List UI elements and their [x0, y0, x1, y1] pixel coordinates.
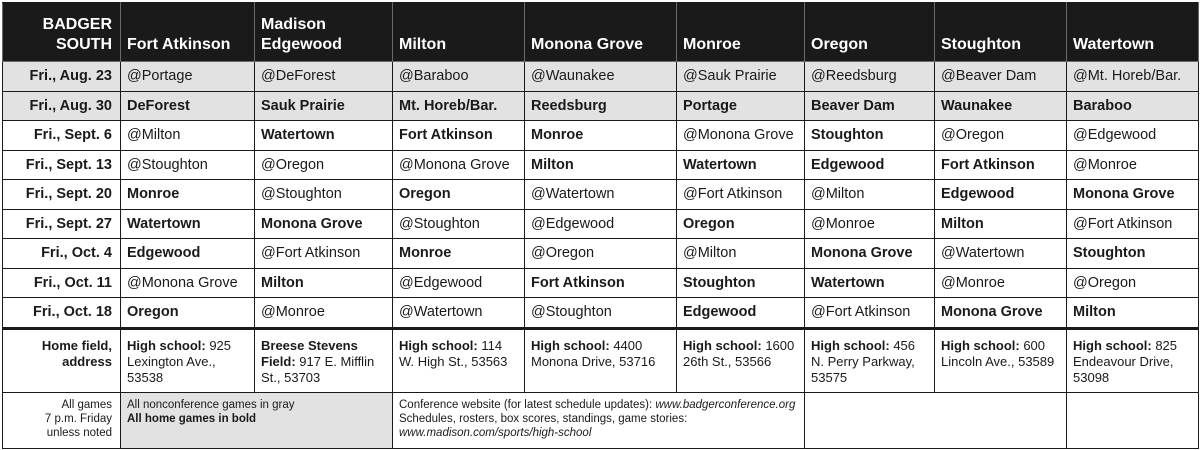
game-date: Fri., Sept. 27 — [3, 209, 121, 239]
away-game-cell: @Edgewood — [393, 268, 525, 298]
home-game-cell: Monona Grove — [1067, 180, 1199, 210]
home-game-cell: Watertown — [121, 209, 255, 239]
home-game-cell: Monona Grove — [805, 239, 935, 269]
home-game-cell: Stoughton — [1067, 239, 1199, 269]
away-game-cell: @Monona Grove — [393, 150, 525, 180]
home-game-cell: Beaver Dam — [805, 91, 935, 121]
home-game-cell: Fort Atkinson — [935, 150, 1067, 180]
home-game-cell: Watertown — [677, 150, 805, 180]
team-heading-milton: Milton — [393, 3, 525, 62]
home-game-cell: Milton — [255, 268, 393, 298]
home-game-cell: Milton — [935, 209, 1067, 239]
away-game-cell: @Monroe — [805, 209, 935, 239]
away-game-cell: @Mt. Horeb/Bar. — [1067, 62, 1199, 92]
schedule-body — [3, 62, 1199, 449]
away-game-cell: @Monroe — [255, 298, 393, 329]
schedule-row — [3, 239, 1199, 269]
away-game-cell: @Fort Atkinson — [677, 180, 805, 210]
stories-website-link[interactable]: www.madison.com/sports/high-school — [399, 426, 592, 439]
away-game-cell: @Monona Grove — [121, 268, 255, 298]
legend-bold-note: All home games in bold — [127, 412, 257, 425]
home-game-cell: Stoughton — [677, 268, 805, 298]
home-game-cell: DeForest — [121, 91, 255, 121]
home-game-cell: Stoughton — [805, 121, 935, 151]
schedule-row — [3, 268, 1199, 298]
game-date: Fri., Aug. 23 — [3, 62, 121, 92]
home-game-cell: Monona Grove — [935, 298, 1067, 329]
home-game-cell: Watertown — [255, 121, 393, 151]
conference-website-link[interactable]: www.badgerconference.org — [655, 398, 796, 411]
home-game-cell: Monroe — [525, 121, 677, 151]
home-game-cell: Edgewood — [805, 150, 935, 180]
team-heading-stoughton: Stoughton — [935, 3, 1067, 62]
away-game-cell: @Monona Grove — [677, 121, 805, 151]
away-game-cell: @Fort Atkinson — [255, 239, 393, 269]
home-game-cell: Fort Atkinson — [525, 268, 677, 298]
away-game-cell: @Reedsburg — [805, 62, 935, 92]
away-game-cell: @DeForest — [255, 62, 393, 92]
team-heading-monona-grove: Monona Grove — [525, 3, 677, 62]
game-date: Fri., Sept. 6 — [3, 121, 121, 151]
home-game-cell: Milton — [1067, 298, 1199, 329]
home-field-cell: High school: 925 Lexington Ave., 53538 — [121, 328, 255, 392]
empty-footer-cell — [805, 392, 1067, 448]
away-game-cell: @Beaver Dam — [935, 62, 1067, 92]
legend — [121, 392, 393, 448]
team-heading-madison-edgewood: Madison Edgewood — [255, 3, 393, 62]
schedule-row — [3, 180, 1199, 210]
away-game-cell: @Stoughton — [393, 209, 525, 239]
schedule-row — [3, 121, 1199, 151]
away-game-cell: @Monroe — [935, 268, 1067, 298]
home-game-cell: Watertown — [805, 268, 935, 298]
game-date: Fri., Sept. 20 — [3, 180, 121, 210]
home-field-cell: High school: 114 W. High St., 53563 — [393, 328, 525, 392]
away-game-cell: @Watertown — [393, 298, 525, 329]
home-field-cell: Breese Stevens Field: 917 E. Mifflin St., 53703 — [255, 328, 393, 392]
game-time-note: All games 7 p.m. Friday unless noted — [3, 392, 121, 448]
away-game-cell: @Edgewood — [525, 209, 677, 239]
away-game-cell: @Oregon — [255, 150, 393, 180]
home-field-cell: High school: 600 Lincoln Ave., 53589 — [935, 328, 1067, 392]
home-game-cell: Monroe — [121, 180, 255, 210]
away-game-cell: @Stoughton — [121, 150, 255, 180]
empty-footer-cell — [1067, 392, 1199, 448]
home-game-cell: Edgewood — [121, 239, 255, 269]
home-game-cell: Waunakee — [935, 91, 1067, 121]
away-game-cell: @Oregon — [525, 239, 677, 269]
header-row — [3, 3, 1199, 62]
home-game-cell: Fort Atkinson — [393, 121, 525, 151]
game-date: Fri., Oct. 11 — [3, 268, 121, 298]
home-game-cell: Edgewood — [677, 298, 805, 329]
away-game-cell: @Baraboo — [393, 62, 525, 92]
home-field-cell: High school: 825 Endeavour Drive, 53098 — [1067, 328, 1199, 392]
away-game-cell: @Waunakee — [525, 62, 677, 92]
away-game-cell: @Fort Atkinson — [805, 298, 935, 329]
links-note: Conference website (for latest schedule updates): www.badgerconference.org Schedules, rosters, box scores, standings, game stories: www.madison.com/sports/high-school — [393, 392, 805, 448]
away-game-cell: @Portage — [121, 62, 255, 92]
footer-row — [3, 392, 1199, 448]
conference-division-heading: BADGER SOUTH — [3, 3, 121, 62]
schedule-table — [2, 2, 1199, 449]
away-game-cell: @Watertown — [525, 180, 677, 210]
home-game-cell: Oregon — [677, 209, 805, 239]
schedule-row — [3, 91, 1199, 121]
home-field-cell: High school: 4400 Monona Drive, 53716 — [525, 328, 677, 392]
away-game-cell: @Oregon — [1067, 268, 1199, 298]
home-game-cell: Sauk Prairie — [255, 91, 393, 121]
game-date: Fri., Aug. 30 — [3, 91, 121, 121]
away-game-cell: @Fort Atkinson — [1067, 209, 1199, 239]
team-heading-oregon: Oregon — [805, 3, 935, 62]
home-field-cell: High school: 1600 26th St., 53566 — [677, 328, 805, 392]
team-heading-fort-atkinson: Fort Atkinson — [121, 3, 255, 62]
home-field-label: Home field, address — [3, 328, 121, 392]
home-game-cell: Oregon — [393, 180, 525, 210]
away-game-cell: @Stoughton — [255, 180, 393, 210]
team-heading-watertown: Watertown — [1067, 3, 1199, 62]
schedule-row — [3, 209, 1199, 239]
away-game-cell: @Oregon — [935, 121, 1067, 151]
home-game-cell: Milton — [525, 150, 677, 180]
home-field-cell: High school: 456 N. Perry Parkway, 53575 — [805, 328, 935, 392]
home-game-cell: Mt. Horeb/Bar. — [393, 91, 525, 121]
home-game-cell: Baraboo — [1067, 91, 1199, 121]
schedule-row — [3, 298, 1199, 329]
home-game-cell: Monona Grove — [255, 209, 393, 239]
away-game-cell: @Edgewood — [1067, 121, 1199, 151]
home-game-cell: Oregon — [121, 298, 255, 329]
schedule-row — [3, 62, 1199, 92]
schedule-row — [3, 150, 1199, 180]
home-game-cell: Portage — [677, 91, 805, 121]
game-date: Fri., Oct. 4 — [3, 239, 121, 269]
home-field-row — [3, 328, 1199, 392]
away-game-cell: @Sauk Prairie — [677, 62, 805, 92]
away-game-cell: @Milton — [121, 121, 255, 151]
legend-gray-note: All nonconference games in gray — [127, 398, 295, 411]
home-game-cell: Edgewood — [935, 180, 1067, 210]
home-game-cell: Monroe — [393, 239, 525, 269]
away-game-cell: @Milton — [677, 239, 805, 269]
away-game-cell: @Monroe — [1067, 150, 1199, 180]
away-game-cell: @Stoughton — [525, 298, 677, 329]
away-game-cell: @Milton — [805, 180, 935, 210]
away-game-cell: @Watertown — [935, 239, 1067, 269]
game-date: Fri., Oct. 18 — [3, 298, 121, 329]
game-date: Fri., Sept. 13 — [3, 150, 121, 180]
team-heading-monroe: Monroe — [677, 3, 805, 62]
home-game-cell: Reedsburg — [525, 91, 677, 121]
